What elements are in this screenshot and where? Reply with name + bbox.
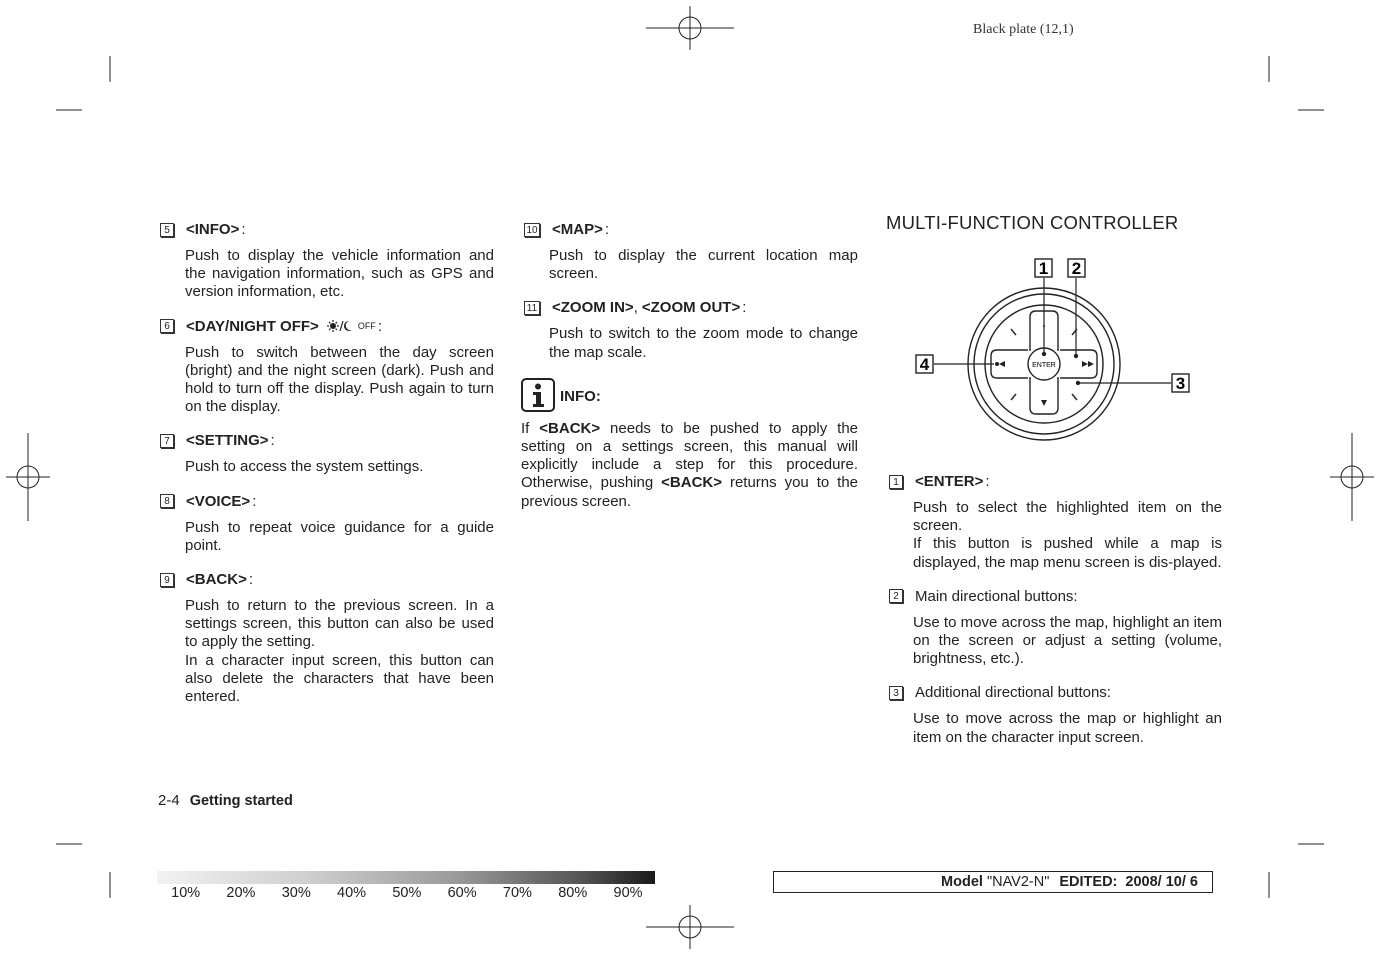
item-day-night-off: 6 <DAY/NIGHT OFF> OFF : Push to switch between the day screen (bright) and the night screen (dark). Push and hold to turn off the display. Push again to turn on the display. [160,318,494,417]
info-key-back: <BACK> [539,419,601,437]
item-body: Push to repeat voice guidance for a guide point. [185,518,494,554]
item-number: 3 [889,686,903,700]
item-enter: 1 <ENTER> : Push to select the highlighted item on the screen. If this button is pushed while a map is displayed, the map menu screen is dis-played. [889,473,1222,572]
callout-1 [1035,259,1054,279]
item-number: 10 [524,223,540,237]
info-title: INFO: [560,388,601,406]
item-map: 10 <MAP> : Push to display the current location map screen. [524,221,858,283]
info-text-part: needs to be pushed to apply the setting on a settings screen, this manual will explicitly include a step for this procedure. Otherwise, pushing [521,419,859,492]
item-voice: 8 <VOICE> : Push to repeat voice guidance for a guide point. [160,493,494,555]
day-night-glyph-icon [327,319,376,333]
model-edited-box [773,871,1213,893]
item-label: <INFO> [186,221,240,238]
density-scale-labels [158,885,656,901]
label-separator: , [633,299,638,317]
item-number: 6 [160,319,174,333]
scale-label: 80% [558,885,588,901]
item-label: <DAY/NIGHT OFF> [186,317,319,335]
svg-text:4: 4 [919,355,930,374]
item-back: 9 <BACK> : Push to return to the previous screen. In a settings screen, this button can also be used to apply the setting. In a character input screen, this button can also delete the characters that have been entered. [160,571,494,706]
item-label: Main directional buttons: [915,587,1078,605]
callout-3 [1172,374,1189,393]
item-body: In a character input screen, this button can also delete the characters that have been entered. [185,651,494,706]
item-label: Additional directional buttons: [915,684,1111,702]
edited-label: EDITED: [1059,874,1118,890]
callout-2 [1068,259,1085,278]
info-text [521,420,858,511]
page-number: 2-4 [158,792,180,809]
scale-label: 40% [337,885,367,901]
section-name: Getting started [189,793,293,809]
scale-label: 60% [447,885,477,901]
edited-date: 2008/ 10/ 6 [1125,874,1198,890]
scale-label: 30% [281,885,311,901]
model-name: "NAV2-N" [986,874,1050,890]
item-number: 11 [524,301,540,315]
left-column [160,221,494,706]
scale-label: 20% [226,885,256,901]
item-label: <VOICE> [186,492,251,510]
section-title: MULTI-FUNCTION CONTROLLER [886,212,1179,233]
item-body: Push to switch to the zoom mode to change the map scale. [549,325,858,361]
info-text-part: If [521,419,530,437]
density-bar [157,871,655,884]
svg-text:2: 2 [1071,259,1082,278]
item-additional-directional [889,684,1222,746]
item-number: 8 [160,494,174,508]
item-number: 9 [160,573,174,587]
item-info: 5 <INFO> : Push to display the vehicle information and the navigation information, such as GPS and version information, etc. [160,221,494,302]
model-prefix: Model [941,874,983,890]
info-icon [521,378,555,416]
item-label: <MAP> [552,221,603,238]
item-number: 1 [889,475,903,489]
info-text-part: returns you to the previous screen. [521,474,859,510]
item-body: Use to move across the map, highlight an item on the screen or adjust a setting (volume, brightness, etc.). [913,613,1222,668]
item-body: Push to display the vehicle information and the navigation information, such as GPS and version information, etc. [185,247,494,301]
scale-label: 90% [613,885,643,901]
item-body: Use to move across the map or highlight an item on the character input screen. [913,710,1222,746]
right-column [889,473,1222,747]
item-body: Push to display the current location map screen. [549,247,858,283]
item-label-zoom-in: <ZOOM IN> [552,299,634,317]
scale-label: 10% [171,885,201,901]
item-label: <ENTER> [915,473,984,490]
scale-label: 70% [502,885,532,901]
item-number: 2 [889,589,903,603]
item-label: <SETTING> [186,432,269,450]
item-body: Push to select the highlighted item on the screen. [913,499,1222,535]
info-box [521,378,858,511]
item-number: 7 [160,434,174,448]
item-main-directional [889,588,1222,669]
plate-label: Black plate (12,1) [973,22,1074,37]
item-body: Push to switch between the day screen (bright) and the night screen (dark). Push and hold to turn off the display. Push again to turn on the display. [185,343,494,416]
day-night-glyph-off: OFF [357,321,376,332]
middle-column [521,221,859,511]
item-zoom: 11 <ZOOM IN> , <ZOOM OUT> : Push to switch to the zoom mode to change the map scale. [524,299,858,361]
item-number: 5 [160,223,174,237]
scale-label: 50% [392,885,422,901]
enter-label: ENTER [1032,362,1056,369]
svg-text:1: 1 [1038,259,1049,278]
page-footer [158,792,293,809]
controller-diagram [910,250,1200,445]
item-label-zoom-out: <ZOOM OUT> [641,299,741,317]
item-body: Push to access the system settings. [185,458,424,476]
item-body: Push to return to the previous screen. In a settings screen, this button can also be used to apply the setting. [185,597,494,651]
item-label: <BACK> [186,571,247,589]
svg-text:3: 3 [1175,374,1186,393]
item-body: If this button is pushed while a map is displayed, the map menu screen is dis-played. [913,535,1222,571]
callout-4 [916,355,933,374]
item-setting: 7 <SETTING> : Push to access the system settings. [160,432,494,476]
info-key-back: <BACK> [661,474,722,492]
